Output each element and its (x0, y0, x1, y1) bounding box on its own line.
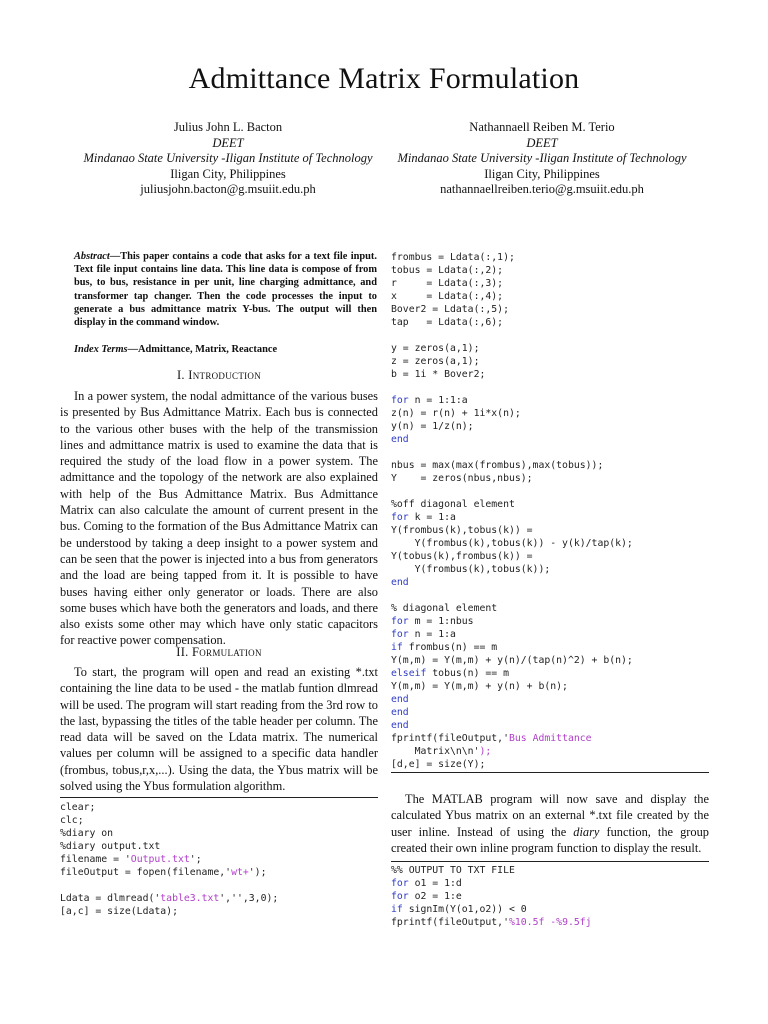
code-line: % diagonal element (391, 603, 498, 614)
code-line: %diary on (60, 828, 114, 839)
author-affiliation: Mindanao State University -Iligan Institute of Technology (397, 151, 687, 165)
code-line: for k = 1:a (391, 512, 456, 523)
abstract-text: —This paper contains a code that asks for a text file input. Text file input contains line data. This line data is compose of from bus, to bus, resistance in per unit, line charging admittance, and transformer tap changer. Then the code processes the input to generate a bus admittance matrix Y-bus. The output will then display in the command window. (74, 251, 377, 329)
code-line: for m = 1:nbus (391, 616, 474, 627)
formulation-paragraph: To start, the program will open and read an existing *.txt containing the line data to be used - the matlab funtion dlmread will be used. The program will start reading from the 3rd row to the last, bypassing the titles of the table header per column. The read data will be saved on the Ldata matrix. The numerical values per column will be assigned to a specific data handler (frombus, tobus,r,x,...). Using the data, the Ybus matrix will be solved using the Ybus formulation algorithm. (60, 665, 378, 794)
author-name: Julius John L. Bacton (173, 120, 283, 134)
code-line: tap = Ldata(:,6); (391, 317, 504, 328)
code-line: %off diagonal element (391, 499, 515, 510)
code-line: if frombus(n) == m (391, 642, 498, 653)
index-terms-label: Index Terms (74, 344, 128, 355)
output-text-before: The MATLAB program will now save and display the calculated Ybus matrix on an external *.txt file created by the user inline. Instead of using the (391, 792, 709, 839)
output-paragraph (391, 791, 709, 856)
code-line: tobus = Ldata(:,2); (391, 265, 504, 276)
abstract (74, 250, 377, 329)
output-text-after: function, the group created their own inline program function to display the result. (391, 824, 709, 855)
code-line: fileOutput = fopen(filename,'wt+'); (60, 867, 267, 878)
introduction-paragraph: In a power system, the nodal admittance of the various buses is presented by Bus Admittance Matrix. Each bus is connected to the various other buses with the help of the transmission lines and admittance matrix is used to examine the data that is required the study of the load flow in a power system. The admittance and the topology of the network are also explained with help of the Bus Admittance Matrix. Bus Admittance Matrix can also calculate the amount of current present in the bus. Coming to the formation of the Bus Admittance Matrix can be understood by taking a deep insight to a power system and can be seen that the power is injected into a bus from generators and the load are being tapped from it. It is possible to have buses having either only generator or loads. There are also some buses which have both the generators and loads, and there also exists some other may which have only static capacitors for reactive power compensation. (60, 389, 378, 648)
code-line: end (391, 434, 409, 445)
code-line: for o1 = 1:d (391, 878, 462, 889)
author-affiliation: Mindanao State University -Iligan Institute of Technology (83, 151, 373, 165)
author-email: juliusjohn.bacton@g.msuiit.edu.ph (140, 182, 316, 196)
code-line: fprintf(fileOutput,'Bus Admittance (391, 733, 592, 744)
code-line: Y(frombus(k),tobus(k)); (391, 564, 551, 575)
code-line: z = zeros(a,1); (391, 356, 480, 367)
code-line: for o2 = 1:e (391, 891, 462, 902)
code-line: end (391, 577, 409, 588)
index-terms-text: —Admittance, Matrix, Reactance (127, 344, 278, 355)
code-line: fprintf(fileOutput,'%10.5f -%9.5fj (391, 917, 592, 928)
code-line: end (391, 694, 409, 705)
code-line: Y(frombus(k),tobus(k)) = (391, 525, 533, 536)
diary-term: diary (573, 824, 600, 839)
author-location: Iligan City, Philippines (484, 166, 600, 181)
index-terms (74, 343, 377, 356)
code-line: Y(m,m) = Y(m,m) + y(n)/(tap(n)^2) + b(n); (391, 655, 633, 666)
code-line: x = Ldata(:,4); (391, 291, 504, 302)
code-line: Y = zeros(nbus,nbus); (391, 473, 533, 484)
code-line: [a,c] = size(Ldata); (60, 906, 178, 917)
code-line: Ldata = dlmread('table3.txt','',3,0); (60, 893, 279, 904)
code-line: for n = 1:a (391, 629, 456, 640)
section-heading-introduction: I. Introduction (176, 368, 262, 382)
code-line: if signIm(Y(o1,o2)) < 0 (391, 904, 527, 915)
author-email: nathannaellreiben.terio@g.msuiit.edu.ph (440, 182, 644, 196)
code-line: end (391, 720, 409, 731)
code-line: clear; (60, 802, 96, 813)
code-rule-right-bottom (391, 861, 709, 862)
code-line: r = Ldata(:,3); (391, 278, 504, 289)
author-block-1 (70, 120, 386, 198)
code-line: %% OUTPUT TO TXT FILE (391, 865, 515, 876)
code-rule-right (391, 772, 709, 773)
code-listing-right (391, 251, 633, 771)
code-listing-left (60, 801, 278, 918)
code-line: Y(frombus(k),tobus(k)) - y(k)/tap(k); (391, 538, 633, 549)
code-line: end (391, 707, 409, 718)
code-line: clc; (60, 815, 84, 826)
code-line: filename = 'Output.txt'; (60, 854, 202, 865)
code-line: z(n) = r(n) + 1i*x(n); (391, 408, 521, 419)
author-block-2 (384, 120, 700, 198)
code-line: [d,e] = size(Y); (391, 759, 486, 770)
code-line: y = zeros(a,1); (391, 343, 480, 354)
code-line: elseif tobus(n) == m (391, 668, 509, 679)
code-line: b = 1i * Bover2; (391, 369, 486, 380)
code-line: Bover2 = Ldata(:,5); (391, 304, 509, 315)
code-rule-left (60, 797, 378, 798)
code-line: for n = 1:1:a (391, 395, 468, 406)
abstract-label: Abstract (74, 251, 110, 262)
code-line: Y(m,m) = Y(m,m) + y(n) + b(n); (391, 681, 568, 692)
code-line: %diary output.txt (60, 841, 161, 852)
author-name: Nathannaell Reiben M. Terio (469, 120, 615, 134)
code-line: nbus = max(max(frombus),max(tobus)); (391, 460, 604, 471)
code-line: Matrix\n\n'); (391, 746, 492, 757)
code-line: Y(tobus(k),frombus(k)) = (391, 551, 533, 562)
code-line: frombus = Ldata(:,1); (391, 252, 515, 263)
section-heading-formulation: II. Formulation (176, 645, 262, 659)
code-listing-right-bottom (391, 864, 592, 929)
author-location: Iligan City, Philippines (170, 166, 286, 181)
author-dept: DEET (212, 135, 244, 150)
paper-title: Admittance Matrix Formulation (188, 62, 580, 95)
author-dept: DEET (526, 135, 558, 150)
code-line: y(n) = 1/z(n); (391, 421, 474, 432)
